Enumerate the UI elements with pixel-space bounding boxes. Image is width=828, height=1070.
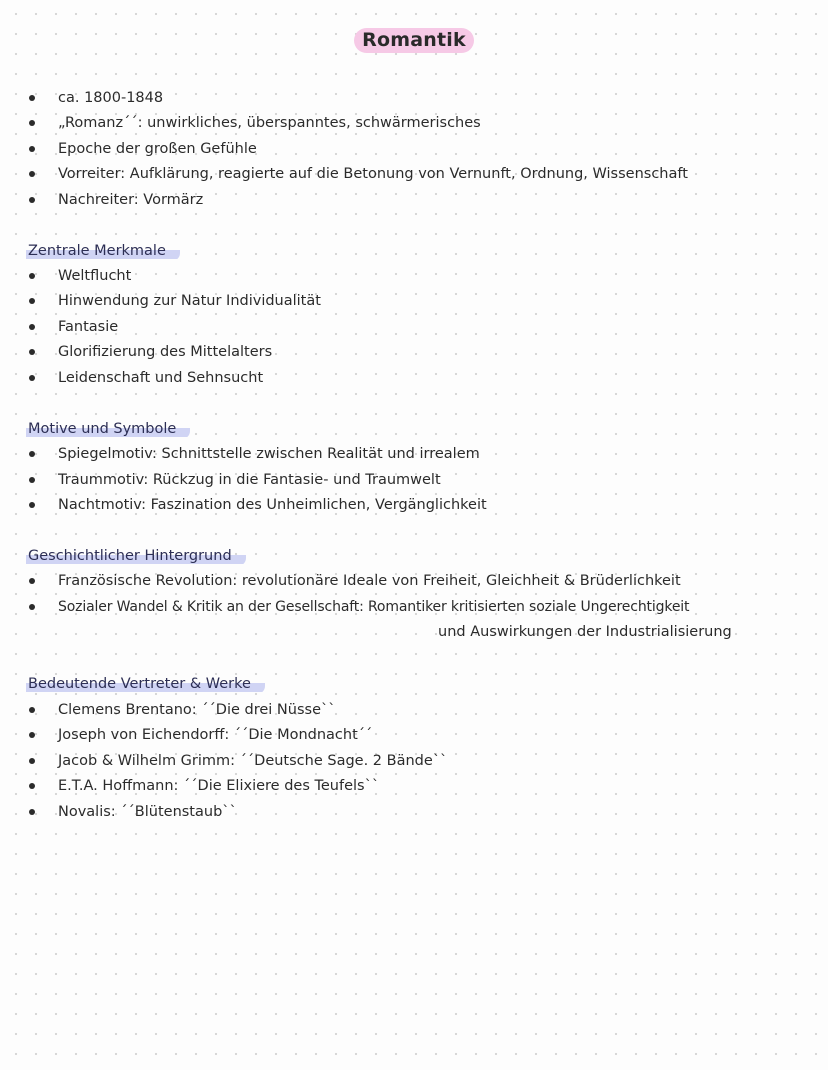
bullet-icon <box>29 604 35 610</box>
list-item: Sozialer Wandel & Kritik an der Gesellschaft: Romantiker kritisierten soziale Ungerechtigkeit <box>58 599 690 615</box>
bullet-icon <box>29 578 35 584</box>
bullet-icon <box>29 375 35 381</box>
bullet-icon <box>29 783 35 789</box>
bullet-icon <box>29 758 35 764</box>
list-item: Französische Revolution: revolutionäre Ideale von Freiheit, Gleichheit & Brüderlichkeit <box>58 573 681 589</box>
bullet-icon <box>29 146 35 152</box>
list-item: Nachtmotiv: Faszination des Unheimlichen, Vergänglichkeit <box>58 497 487 513</box>
list-item: Leidenschaft und Sehnsucht <box>58 370 264 386</box>
bullet-icon <box>29 95 35 101</box>
list-item: Fantasie <box>58 319 119 335</box>
section-heading: Geschichtlicher Hintergrund <box>26 546 246 566</box>
list-item: Hinwendung zur Natur Individualität <box>58 293 321 309</box>
list-item: Nachreiter: Vormärz <box>58 192 204 208</box>
list-item: Weltflucht <box>58 268 132 284</box>
bullet-icon <box>29 120 35 126</box>
page-title: Romantik <box>354 28 474 53</box>
section-heading: Zentrale Merkmale <box>26 241 180 261</box>
bullet-icon <box>29 502 35 508</box>
list-item: Traummotiv: Rückzug in die Fantasie- und Traumwelt <box>58 472 441 488</box>
bullet-icon <box>29 298 35 304</box>
list-item: ca. 1800-1848 <box>58 90 164 106</box>
bullet-icon <box>29 324 35 330</box>
bullet-icon <box>29 451 35 457</box>
list-item: Glorifizierung des Mittelalters <box>58 344 273 360</box>
bullet-icon <box>29 349 35 355</box>
bullet-icon <box>29 197 35 203</box>
list-item: Jacob & Wilhelm Grimm: ´´Deutsche Sage. 2 Bände`` <box>58 753 448 769</box>
list-item: Vorreiter: Aufklärung, reagierte auf die Betonung von Vernunft, Ordnung, Wissenschaft <box>58 166 688 182</box>
list-item-continuation: und Auswirkungen der Industrialisierung <box>438 624 732 640</box>
list-item: Joseph von Eichendorff: ´´Die Mondnacht´´ <box>58 727 373 743</box>
title-container <box>0 28 828 53</box>
list-item: E.T.A. Hoffmann: ´´Die Elixiere des Teufels`` <box>58 778 380 794</box>
list-item: Novalis: ´´Blütenstaub`` <box>58 804 237 820</box>
list-item: Epoche der großen Gefühle <box>58 141 257 157</box>
bullet-icon <box>29 732 35 738</box>
bullet-icon <box>29 171 35 177</box>
bullet-icon <box>29 809 35 815</box>
list-item: Clemens Brentano: ´´Die drei Nüsse`` <box>58 702 336 718</box>
bullet-icon <box>29 707 35 713</box>
bullet-icon <box>29 477 35 483</box>
bullet-icon <box>29 273 35 279</box>
section-heading: Bedeutende Vertreter & Werke <box>26 674 265 694</box>
section-heading: Motive und Symbole <box>26 419 190 439</box>
list-item: Spiegelmotiv: Schnittstelle zwischen Realität und irrealem <box>58 446 480 462</box>
list-item: „Romanz´´: unwirkliches, überspanntes, schwärmerisches <box>58 115 481 131</box>
